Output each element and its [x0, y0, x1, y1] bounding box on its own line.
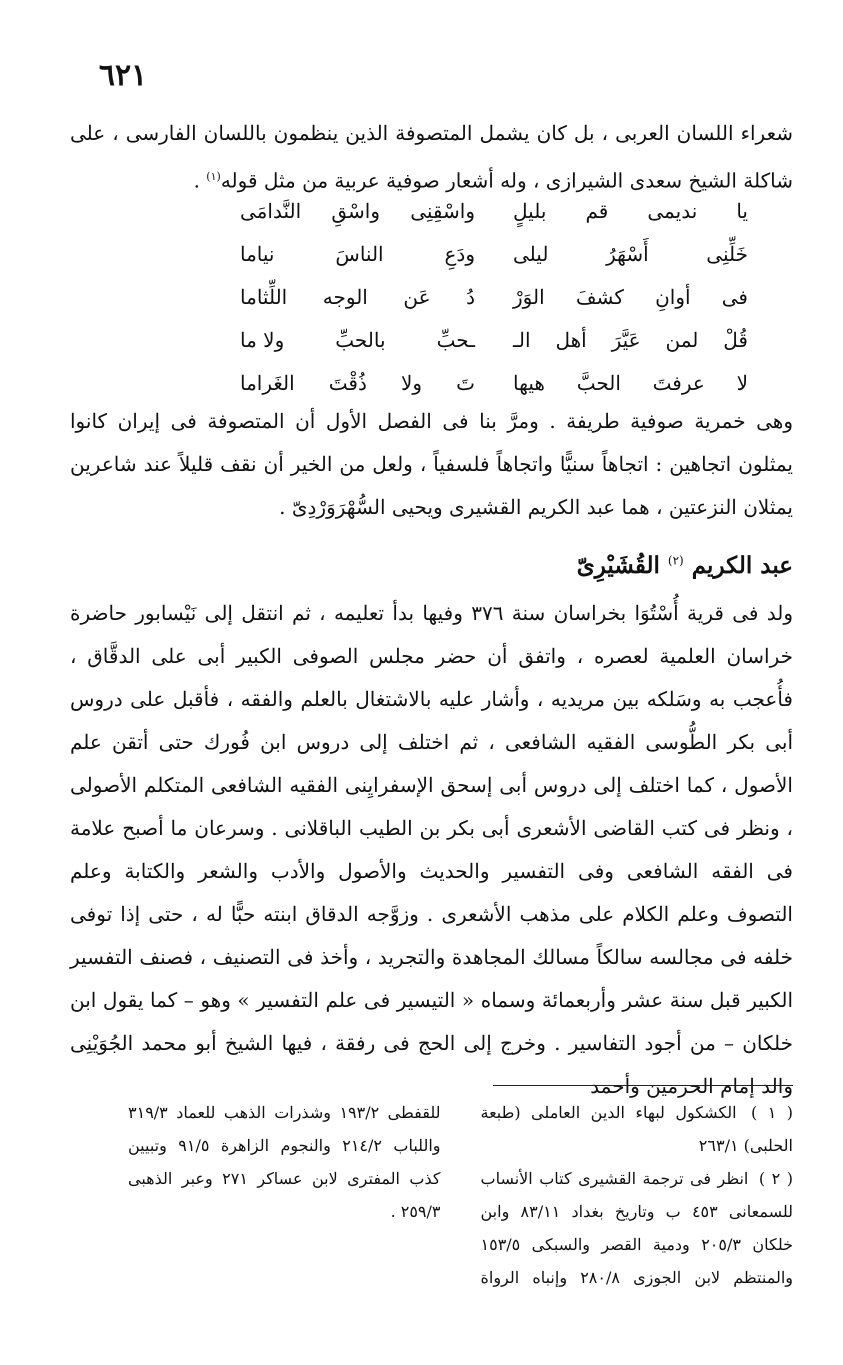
poem-word: الحبَّ	[576, 371, 621, 395]
poem-word: الـ	[513, 328, 531, 352]
poem-first-hemistich	[513, 362, 748, 405]
poem-first-hemistich	[513, 319, 748, 362]
poem-word: الغَراما	[240, 371, 295, 395]
poem-word: نياما	[240, 242, 275, 266]
poem-word: هيها	[513, 371, 545, 395]
poem-word: النَّدامَى	[240, 199, 302, 223]
poem-first-hemistich	[513, 190, 748, 233]
poem-word: الوَرْ	[513, 285, 545, 309]
poem-word: لمن	[665, 328, 699, 352]
intro-paragraph-end: .	[193, 168, 207, 193]
poem-word: قم	[585, 199, 609, 223]
poem-first-hemistich	[513, 233, 748, 276]
poem-word: فى	[721, 285, 748, 309]
poem-word: واسْقِنِى	[410, 199, 475, 223]
poem-line	[240, 319, 748, 362]
footnote-text: انظر فى ترجمة القشيرى كتاب الأنساب للسمعانى ٤٥٣ ب وتاريخ بغداد ٨٣/١١ وابن خلكان ٢٠٥/٣ ودمية القصر والسبكى ١٥٣/٥ والمنتظم لابن الجوزى ٢٨٠/٨ وإنباه الرواة للقفطى ١٩٣/٢ وشذرات الذهب للعماد ٣١٩/٣ واللباب ٢١٤/٢ والنجوم الزاهرة ٩١/٥ وتبيين كذب المفترى لابن عساكر ٢٧١ وعبر الذهبى ٢٥٩/٣ .	[128, 1103, 794, 1287]
poem-word: ودَعِ	[444, 242, 475, 266]
poem-word: أَسْهَرُ	[606, 242, 649, 266]
poem-second-hemistich	[240, 362, 475, 405]
poem-word: عَن	[403, 285, 431, 309]
poem-word: ولا	[401, 371, 423, 395]
poem-word: خَلِّنِى	[706, 242, 748, 266]
footnotes	[128, 1096, 793, 1296]
poem-word: واسْقِ	[331, 199, 380, 223]
page-number: ٦٢١	[98, 58, 148, 93]
poem-word: الوجه	[322, 285, 368, 309]
footnote-1	[481, 1096, 794, 1162]
section-heading	[577, 552, 793, 579]
poem-line	[240, 190, 748, 233]
poem-word: بالحبِّ	[335, 328, 386, 352]
poem-word: الناسَ	[335, 242, 384, 266]
poem	[240, 190, 748, 405]
poem-line	[240, 276, 748, 319]
intro-paragraph-text: شعراء اللسان العربى ، بل كان يشمل المتصوفة الذين ينظمون باللسان الفارسى ، على شاكلة الشيخ سعدى الشيرازى ، وله أشعار صوفية عربية من مثل قوله	[70, 121, 793, 193]
poem-second-hemistich	[240, 319, 475, 362]
poem-word: ـحبِّ	[436, 328, 475, 352]
poem-word: دُ	[466, 285, 475, 309]
poem-word: بليلٍ	[513, 199, 547, 223]
poem-word: عرفتَ	[652, 371, 705, 395]
footnote-marker-2: (٢)	[667, 553, 684, 568]
poem-word: عَيَّرَ	[611, 328, 641, 352]
poem-word: ليلى	[513, 242, 549, 266]
poem-word: اللِّثاما	[240, 285, 288, 309]
biography-paragraph: ولد فى قرية أُسْتُوَا بخراسان سنة ٣٧٦ وفيها بدأ تعليمه ، ثم انتقل إلى نَيْسابور حاضرة خراسان العلمية لعصره ، واتفق أن حضر مجلس الصوفى الكبير أبى على الدقَّاق ، فأُعجب به وسَلكه بين مريديه ، وأشار عليه بالاشتغال بالعلم والفقه ، فأقبل على دروس أبى بكر الطُّوسى الفقيه الشافعى ، ثم اختلف إلى دروس ابن فُورك حتى أتقن علم الأصول ، كما اختلف إلى دروس أبى إسحق الإسفرايِنى الفقيه الشافعى المتكلم الأصولى ، ونظر فى كتب القاضى الأشعرى أبى بكر بن الطيب الباقلانى . وسرعان ما أصبح علامة فى الفقه الشافعى وفى التفسير والحديث والأصول والأدب والشعر والكتابة وعلم التصوف وعلم الكلام على مذهب الأشعرى . وزوَّجه الدقاق ابنته حبًّا له ، حتى إذا توفى خلفه فى مجالسه سالكاً مسالك المجاهدة والتجريد ، وأخذ فى التصنيف ، فصنف التفسير الكبير قبل سنة عشر وأربعمائة وسماه « التيسير فى علم التفسير » وهو – كما يقول ابن خلكان – من أجود التفاسير . وخرج إلى الحج فى رفقة ، فيها الشيخ أبو محمد الجُوَيْنِى والد إمام الحرمين وأحمد	[70, 601, 794, 1098]
poem-second-hemistich	[240, 190, 475, 233]
poem-word: أوانِ	[655, 285, 691, 309]
footnote-divider	[493, 1085, 793, 1086]
section-heading-text: عبد الكريم	[691, 552, 793, 579]
poem-word: تَ	[456, 371, 475, 395]
footnote-number: ( ١ )	[751, 1103, 794, 1122]
footnote-marker-1: (١)	[206, 170, 221, 183]
poem-word: نديمى	[647, 199, 698, 223]
poem-word: قُلْ	[723, 328, 748, 352]
poem-word: لا	[736, 371, 748, 395]
commentary-paragraph: وهى خمرية صوفية طريفة . ومرَّ بنا فى الفصل الأول أن المتصوفة فى إيران كانوا يمثلون اتجاهين : اتجاهاً سنيًّا واتجاهاً فلسفياً ، ولعل من الخير أن نقف قليلاً عند شاعرين يمثلان النزعتين ، هما عبد الكريم القشيرى ويحيى السُّهْرَوَرْدِىّ .	[70, 409, 793, 519]
poem-second-hemistich	[240, 276, 475, 319]
poem-line	[240, 233, 748, 276]
section-heading-name: القُشَيْرِىّ	[576, 552, 660, 579]
poem-word: ذُقْتَ	[328, 371, 367, 395]
poem-word: أهل	[555, 328, 587, 352]
poem-word: يا	[736, 199, 748, 223]
poem-second-hemistich	[240, 233, 475, 276]
poem-first-hemistich	[513, 276, 748, 319]
poem-word: كشفَ	[575, 285, 624, 309]
footnote-text: الكشكول لبهاء الدين العاملى (طبعة الحلبى) ٢٦٣/١	[480, 1103, 793, 1155]
poem-line	[240, 362, 748, 405]
poem-word: ولا ما	[240, 328, 285, 352]
footnote-number: ( ٢ )	[758, 1169, 794, 1188]
